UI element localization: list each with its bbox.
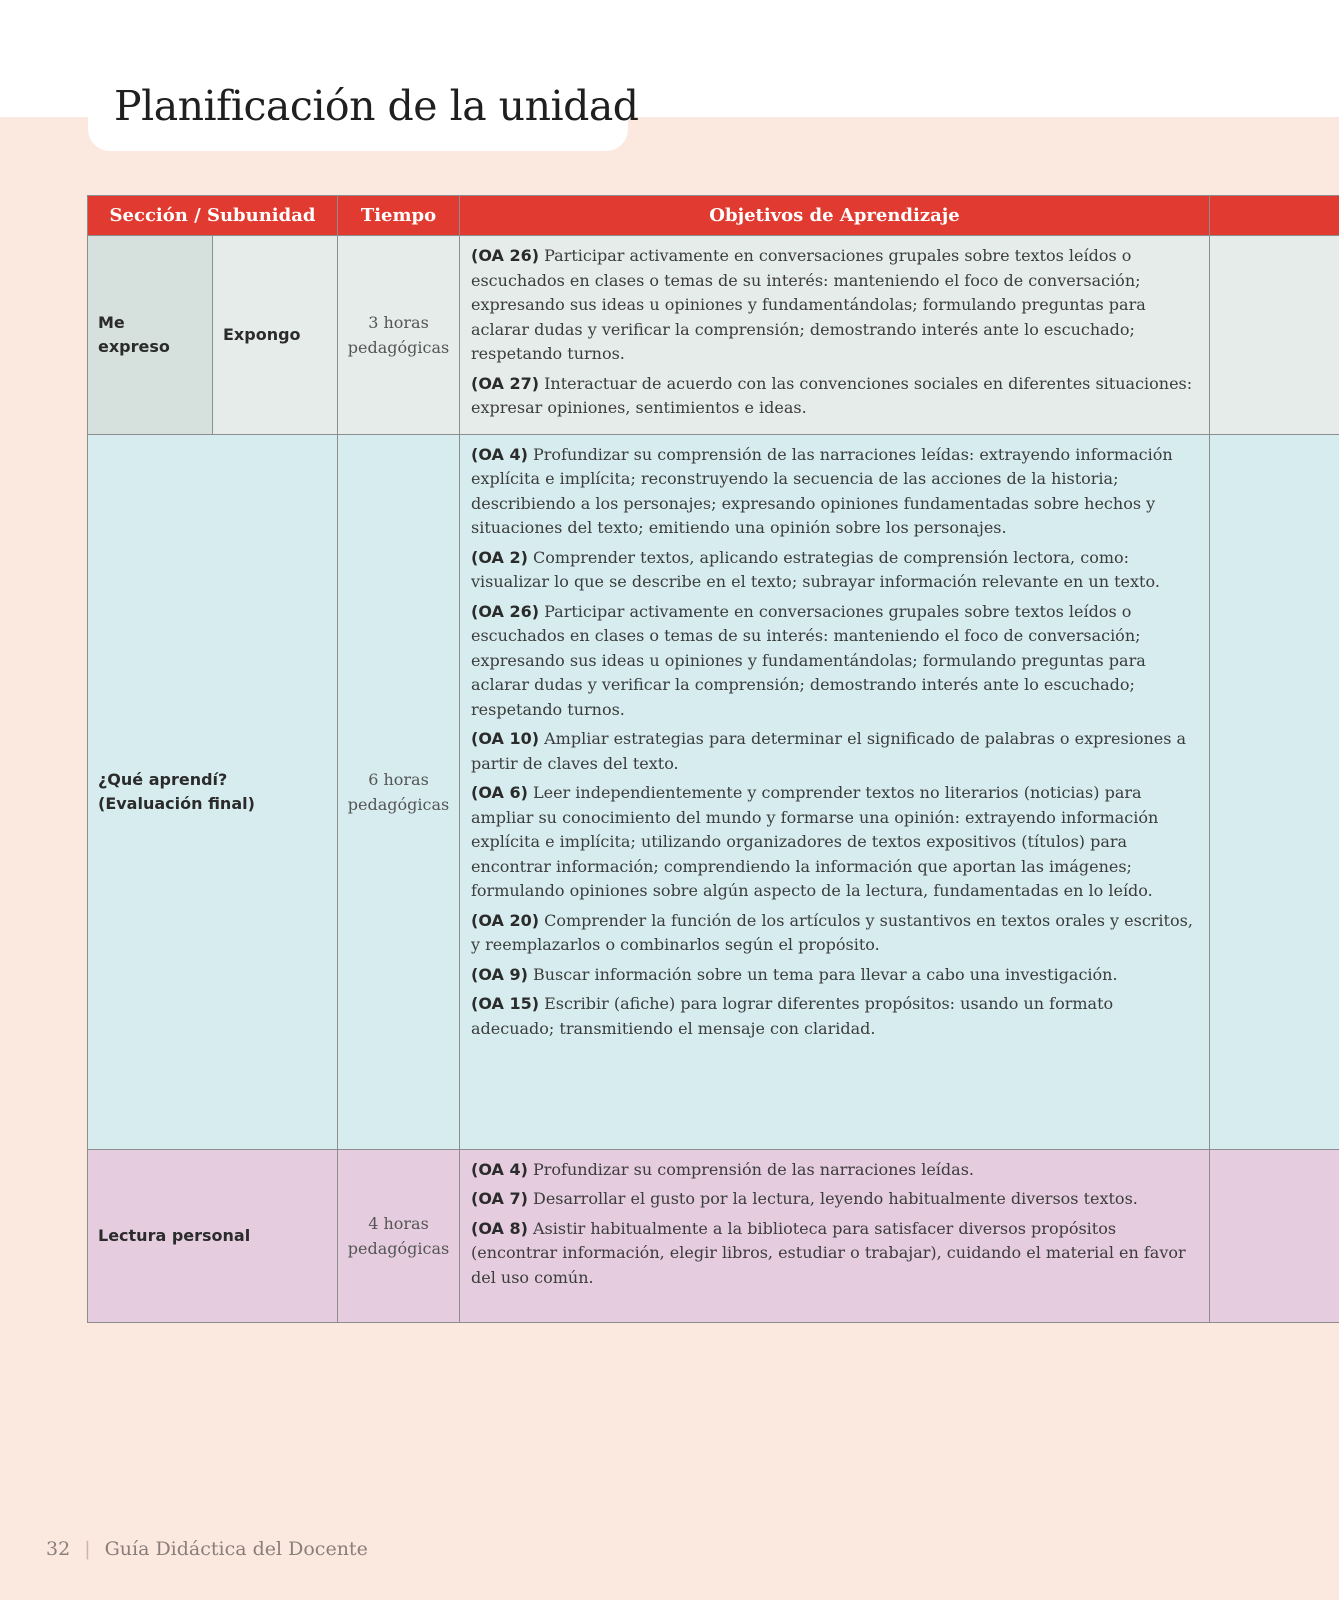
objective-code: (OA 4)	[471, 1159, 528, 1179]
objective-text: Asistir habitualmente a la biblioteca para satisfacer diversos propósitos (encontrar información, elegir libros, estudiar o trabajar), cuidando el material en favor del uso común.	[471, 1218, 1186, 1287]
extra-cell	[1210, 1149, 1339, 1322]
header-objectives: Objetivos de Aprendizaje	[460, 196, 1210, 236]
objective-code: (OA 9)	[471, 964, 528, 984]
page-footer	[46, 1538, 368, 1560]
time-amount: 6 horas	[368, 769, 429, 789]
objective-item	[471, 781, 1199, 904]
objective-code: (OA 8)	[471, 1218, 528, 1238]
objective-text: Profundizar su comprensión de las narraciones leídas: extrayendo información explícita e implícita; reconstruyendo la secuencia de las acciones de la historia; describiendo a los personajes; expresando opiniones fundamentadas sobre hechos y situaciones del texto; emitiendo una opinión sobre los personajes.	[471, 444, 1173, 537]
objective-code: (OA 20)	[471, 910, 540, 930]
time-unit: pedagógicas	[347, 337, 450, 357]
subunit-cell: Expongo	[213, 236, 338, 435]
header-section: Sección / Subunidad	[88, 196, 338, 236]
section-subtitle: (Evaluación final)	[98, 793, 255, 813]
objective-item	[471, 600, 1199, 723]
objective-item	[471, 727, 1199, 776]
objective-text: Escribir (afiche) para lograr diferentes propósitos: usando un formato adecuado; transmitiendo el mensaje con claridad.	[471, 994, 1114, 1038]
objective-item	[471, 1187, 1199, 1212]
time-unit: pedagógicas	[347, 1238, 450, 1258]
table-row	[88, 236, 1339, 435]
objective-text: Buscar información sobre un tema para llevar a cabo una investigación.	[532, 964, 1118, 984]
objectives-cell	[460, 1149, 1210, 1322]
objective-item	[471, 372, 1199, 421]
page-title: Planificación de la unidad	[114, 82, 639, 130]
objective-code: (OA 27)	[471, 373, 540, 393]
section-cell: Me expreso	[88, 236, 213, 435]
objective-text: Ampliar estrategias para determinar el significado de palabras o expresiones a partir de claves del texto.	[471, 729, 1187, 773]
objective-code: (OA 26)	[471, 246, 540, 265]
header-time: Tiempo	[338, 196, 460, 236]
time-cell	[338, 236, 460, 435]
footer-separator: |	[84, 1538, 91, 1560]
section-name: ¿Qué aprendí?	[98, 769, 228, 789]
objective-item	[471, 443, 1199, 541]
extra-cell	[1210, 236, 1339, 435]
header-extra	[1210, 196, 1339, 236]
objective-text: Participar activamente en conversaciones grupales sobre textos leídos o escuchados en clases o temas de su interés: manteniendo el foco de conversación; expresando sus ideas u opiniones y fundamentándolas; formulando preguntas para aclarar dudas y verificar la comprensión; demostrando interés ante lo escuchado; respetando turnos.	[471, 246, 1146, 363]
book-title: Guía Didáctica del Docente	[104, 1538, 368, 1560]
objective-text: Participar activamente en conversaciones grupales sobre textos leídos o escuchados en clases o temas de su interés: manteniendo el foco de conversación; expresando sus ideas u opiniones y fundamentándolas; formulando preguntas para aclarar dudas y verificar la comprensión; demostrando interés ante lo escuchado; respetando turnos.	[471, 601, 1146, 719]
time-cell	[338, 434, 460, 1149]
section-cell	[88, 434, 338, 1149]
objective-text: Interactuar de acuerdo con las convenciones sociales en diferentes situaciones: expresar opiniones, sentimientos e ideas.	[471, 373, 1193, 417]
objective-item	[471, 992, 1199, 1041]
extra-cell	[1210, 434, 1339, 1149]
table-row	[88, 434, 1339, 1149]
objective-code: (OA 15)	[471, 994, 540, 1013]
table-row	[88, 1149, 1339, 1322]
objective-text: Desarrollar el gusto por la lectura, leyendo habitualmente diversos textos.	[532, 1189, 1138, 1208]
objective-item	[471, 909, 1199, 958]
objective-code: (OA 10)	[471, 729, 540, 748]
objective-text: Comprender la función de los artículos y sustantivos en textos orales y escritos, y reemplazarlos o combinarlos según el propósito.	[471, 910, 1193, 954]
section-cell: Lectura personal	[88, 1149, 338, 1322]
planning-table	[87, 195, 1339, 1323]
objective-code: (OA 6)	[471, 783, 528, 802]
objective-code: (OA 26)	[471, 601, 540, 621]
objective-item	[471, 1158, 1199, 1183]
page-number: 32	[46, 1538, 71, 1560]
objectives-cell	[460, 434, 1210, 1149]
objective-code: (OA 7)	[471, 1189, 528, 1208]
objective-code: (OA 2)	[471, 547, 528, 567]
objectives-cell	[460, 236, 1210, 435]
objective-item	[471, 546, 1199, 595]
time-cell	[338, 1149, 460, 1322]
time-amount: 4 horas	[368, 1213, 429, 1233]
objective-code: (OA 4)	[471, 444, 528, 464]
objective-item	[471, 244, 1199, 367]
objective-text: Leer independientemente y comprender textos no literarios (noticias) para ampliar su conocimiento del mundo y formarse una opinión: extrayendo información explícita e implícita; utilizando organizadores de textos expositivos (títulos) para encontrar información; comprendiendo la información que aportan las imágenes; formulando opiniones sobre algún aspecto de la lectura, fundamentadas en lo leído.	[471, 783, 1159, 900]
objective-text: Profundizar su comprensión de las narraciones leídas.	[532, 1159, 974, 1179]
time-amount: 3 horas	[368, 312, 429, 332]
time-unit: pedagógicas	[347, 794, 450, 814]
objective-item	[471, 963, 1199, 988]
objective-item	[471, 1217, 1199, 1291]
objective-text: Comprender textos, aplicando estrategias de comprensión lectora, como: visualizar lo que se describe en el texto; subrayar información relevante en un texto.	[471, 547, 1160, 591]
table-header-row	[88, 196, 1339, 236]
